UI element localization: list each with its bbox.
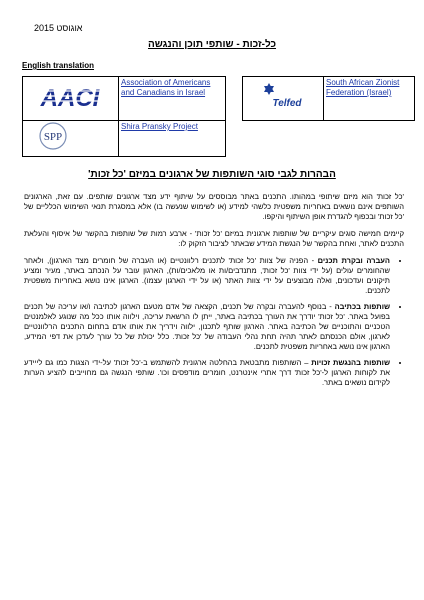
aaci-name-cell xyxy=(119,77,226,121)
spp-name-cell xyxy=(119,121,226,157)
list-item xyxy=(24,358,390,388)
english-translation-link[interactable]: English translation xyxy=(22,61,95,70)
telfed-name-cell xyxy=(324,77,415,121)
telfed-logo-icon xyxy=(243,77,323,115)
list-item-heading: העברה ובקרת תכנים xyxy=(317,256,390,265)
list-item-heading: שותפות בכתיבה xyxy=(334,302,390,311)
list-item-heading: שותפות בהנגשת זכויות xyxy=(311,358,390,367)
list-item-text: - הפניה של צוות 'כל זכות' לתכנים רלוונטיים (או העברה של חומרים מצד הארגון), ולאחר שהחומרים עולים (על ידי צוות 'כל זכות', מתנדבים/ות או מלאכים/ות), הארגון עובר על הנכתב באתר, מעיר ומציע תיקונים ועדכונים, ואלה מבוצעים על ידי צוות האתר (או על ידי הארגון עצמו). הארגון אינו נושא באחריות משפטית לתכנים. xyxy=(24,256,390,295)
section-title: הבהרות לגבי סוגי השותפות של ארגונים במיזם 'כל זכות' xyxy=(88,169,336,180)
document-title: כל-זכות - שותפי תוכן והנגשה xyxy=(147,39,277,50)
list-item xyxy=(24,302,390,352)
body-text xyxy=(24,192,404,394)
spp-logo-icon xyxy=(23,121,118,151)
aaci-logo-icon xyxy=(23,77,118,115)
partners-table-left xyxy=(22,76,226,157)
spp-logo-cell xyxy=(23,121,119,157)
spp-logo-text: SPP xyxy=(43,131,63,143)
telfed-link[interactable]: South African Zionist Federation (Israel) xyxy=(326,78,400,97)
partners-table-right xyxy=(242,76,415,121)
aaci-logo-cell xyxy=(23,77,119,121)
aaci-logo-text: AACI xyxy=(40,85,100,112)
document-date: אוגוסט 2015 xyxy=(34,23,83,33)
telfed-logo-cell xyxy=(243,77,324,121)
list-item-text: – השותפות מתבטאת בהחלטה ארגונית להשתמש ב-'כל זכות' על-ידי הצגות כמו גם לייידע את לקוחות הארגון ל-'כל זכות' דרך אתרי אינטרנט, חומרים מודפסים וכו'. שותפי הנגשה גם מחוייבים להציע הערות לקידום נושאים באתר. xyxy=(24,358,390,387)
spp-link[interactable]: Shira Pransky Project xyxy=(121,122,198,131)
partnership-types-list xyxy=(24,256,404,388)
intro-paragraph-1: 'כל זכות' הוא מיזם שיתופי במהותו. התכנים באתר מבוססים על שיתוף ידע מצד ארגונים שותפים. עם זאת, הארגונים השותפים אינם נושאים באחריות משפטית כלשהי למידע (או לשימוש שנעשה בו) אלא במסגרת תנאי השימוש הכלליים של 'כל זכות' ובכפוף להגדרת אופן השיתוף והיקפו. xyxy=(24,192,404,221)
telfed-logo-text: Telfed xyxy=(272,98,302,109)
aaci-link[interactable]: Association of Americans and Canadians in Israel xyxy=(121,78,211,97)
list-item xyxy=(24,256,390,296)
list-item-text: - בנוסף להעברה ובקרה של תכנים, הקצאה של אדם מטעם הארגון לכתיבה ו/או עריכה של תכנים בפועל באתר. 'כל זכות' יודרך את העורך בכתיבה באתר, ייתן לו הרשאת עריכה, וילווה אותו ככל מה שנוגע לאלמנטים הטכניים והתוכניים של הכתיבה באתר. הארגון שותף לתכנון, ילווה וידריך את אותו אדם בתחום התכנים הרלוונטיים לארגון, אולם הכנסתם לאתר תהיה תחת נהלי העבודה של 'כל זכות'. כלל יכולת של כל עורך לעדכן את דפי המידע, הארגון אינו נושא באחריות משפטית לתכנים. xyxy=(24,302,390,351)
intro-paragraph-2: קיימים חמישה סוגים עיקריים של שותפות ארגונית במיזם 'כל זכות' - ארבע רמות של שותפות בהקשר של איסוף והעלאת התכנים לאתר, ואחת בהקשר של הנגשת המידע שבאתר לציבור הזקוק לו: xyxy=(24,229,404,248)
